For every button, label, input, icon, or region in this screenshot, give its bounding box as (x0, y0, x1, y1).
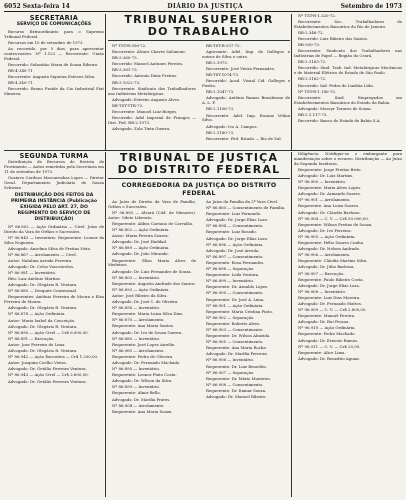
paragraph: Nº 86.981 — Inventário. (8, 270, 56, 275)
paragraph: Advogado: Estevão Augusto Alves. (112, 96, 181, 102)
paragraph: Recorrente: José Vieira Fernandes. (206, 66, 276, 72)
tst-masthead (108, 14, 290, 41)
paragraph: Advogado: Dr. Olegário R. Ventura. (8, 305, 78, 311)
masthead-line-2: DO DISTRITO FEDERAL (117, 163, 281, 176)
paragraph: Requerente: Alice Lima. (298, 349, 346, 355)
paragraph: Nº TST-R-356-72. (112, 44, 147, 48)
paragraph: Distribuição de Recursos de Revista de Provimento — Autos remetidos pela Secretaria em 11 de setembro de 1973. (4, 159, 104, 174)
paragraph: Advogado: Dr. Benedito Aguiar. (298, 355, 360, 361)
column-divider (291, 152, 292, 497)
paragraph: Nº 96.909 — C. V. — Cr$ 2.800,00. (298, 307, 367, 313)
paragraph: Nº 86.889 — Inventário. (112, 335, 160, 341)
paragraph: Requerentes: Antônio Ferreira de Moura e Elza Ferreira de Moura. (4, 294, 104, 305)
paragraph: RR-3.360-73. (112, 55, 138, 61)
paragraph: Recorrido: Banco do Estado de Bahia S.A. (298, 117, 381, 123)
tst-column-a (108, 44, 196, 150)
corregedoria-title-line-1: CORREGEDORIA DA JUSTIÇA DO DISTRITO (121, 182, 277, 189)
paragraph: Requerente: Maria Luiza Silva Dias. (112, 311, 184, 317)
paragraph: Advogado: Dr. Marília Ferreira. (206, 351, 268, 357)
section-body (4, 225, 104, 385)
paragraph: Advogado: Dr. Getúlio Ferreira Ventura. (8, 378, 87, 384)
paragraph: Nº 96.843 — Inventário. Requerente: Leonor da Silva Nogueira. (4, 234, 104, 245)
paragraph: Recursos em 10 de setembro de 1973. (8, 40, 84, 45)
paragraph: Nº 86.904 — Arrolamento. (112, 402, 165, 408)
paragraph: Requerente: Luiz Fernando. (206, 211, 262, 217)
top-band (4, 14, 402, 150)
paragraph: Nº 86.803 — Inventário. (112, 274, 160, 280)
paragraph: RR-3.361-73. (112, 67, 138, 73)
section-title: SECRETARIA (29, 14, 79, 22)
column-divider (105, 14, 106, 150)
paragraph: Requerente: Wilson Freitas de Souza. (298, 221, 373, 227)
paragraph: Requerente: Dr. José A. Lima. (206, 296, 265, 302)
paragraph: Advogado: Antônio Ramos Brasiliense de A. L. F. (202, 95, 290, 106)
paragraph: Nº TST-R-1.180-73. (298, 88, 337, 94)
paragraph: Nº 86.802 — Ação Ordinária. (112, 227, 170, 233)
paragraph: Autor: Maria Pereira Soares. (112, 233, 169, 239)
paragraph: Requerente: Hélio Soares Cunha. (298, 240, 365, 246)
paragraph: Requerente: Augusto Andrade dos Santos. (112, 280, 196, 286)
paragraph: Requerente: Dr. Luiz Benedito. (206, 363, 268, 369)
paragraph: Advogado: Ivo A. Campos. (206, 123, 258, 129)
paragraph: Nº 96.904 — C. V. — Cr$ 50.000,00. (298, 215, 370, 221)
paragraph: Requerente: Ana Luiza Soares. (298, 203, 360, 209)
paragraph: Requerente: Pedro Machado. (298, 331, 356, 337)
newspaper-title: DIÁRIO DA JUSTIÇA (167, 3, 244, 10)
paragraph: Requerente: Jorge Freitas Brito. (298, 166, 362, 172)
newspaper-page (4, 3, 402, 497)
paragraph: Nº 86.901 — Ação Ordinária. (206, 302, 264, 308)
paragraph: Advogado: Dr. José Arruda. (206, 247, 260, 253)
paragraph: Advogado: Dr. Fernando Machado. (112, 359, 181, 365)
paragraph: Recorrente: Álvaro Chaves Salomoni. (112, 49, 186, 55)
paragraph: Ao Juízo de Direito da Vara de Família, Órfãos e Sucessões. (108, 200, 196, 209)
paragraph: Nº 86.878 — Ação Ordinária. (8, 311, 66, 317)
paragraph: Advogado: Dr. Manoel Ribeiro. (206, 394, 267, 399)
paragraph: Requerente: Ana Maria Santos. (112, 323, 175, 329)
tst-column-b (202, 44, 290, 150)
paragraph: Nº 86.897 — Consentimento. (206, 253, 264, 259)
paragraph: Autor: José Ribeiro da Silva. (112, 292, 168, 298)
paragraph: Advogado: Zola Tinta Guerra. (112, 125, 171, 131)
paragraph: Nº 96.893 — Alvará (Cód. de Menores). Autor: Odete Liberato. (108, 210, 196, 220)
section-subtitle: SERVIÇO DE COMUNICAÇÕES (16, 22, 92, 27)
paragraph: Nº 86.894 — Consentimento. (206, 223, 264, 229)
paragraph: Recorrido: Ind. Pedra de Lindóia Ltda. (298, 82, 374, 88)
paragraph: Recorrente: Soc. Trabalhadores de Estabelecimentos Bancários do Rio de Janeiro. (294, 19, 402, 29)
paragraph: RR-2.1973. (206, 60, 229, 66)
paragraph: Nº 86.903 — Consentimento. (206, 326, 264, 332)
paragraph: Advogado: Dr. Olegário R. Ventura. (8, 323, 78, 329)
paragraph: Nº 96.907 — Execução. (298, 270, 345, 276)
paragraph: Advogado: Anselmo Silva de Freitas Neto. (8, 245, 92, 251)
paragraph: Ao Juízo da Família da 2ª Vara Cível. (206, 200, 279, 204)
paragraph: Requerente: Aldira Caetano de Carvalho. (112, 221, 194, 226)
paragraph: RR-2.1162-72. (298, 76, 327, 82)
paragraph: Advogado: Dr. Getúlio Ferreira Ventura. (8, 366, 87, 372)
paragraph: Requerente: Almir Bello. (112, 390, 161, 396)
paragraph: Requerente: Ana Maria Rocha. (206, 345, 267, 351)
paragraph: Nº TST-R-1.320-72. (298, 14, 337, 18)
paragraph: Nº 86.867 — Arrolamento — Cível. (8, 251, 77, 257)
paragraph: Diligência: Notifique-se o embargante para manifestação sobre o recurso. Distribuição — Ao Juízo da Segunda Instância. (294, 152, 402, 166)
paragraph: Advogado: Dr. Wilson da Silva. (112, 378, 173, 384)
section-subtitle: DISTRIBUIÇÃO DOS FEITOS DA PRIMEIRA INSTÂNCIA (Publicação EXIGIDA PELO ART. 27, DO REGIMENTO DO SERVIÇO DE DISTRIBUIÇÃO) (11, 192, 97, 222)
paragraph: Autor: Natalina Arruda Ferreira. (8, 257, 73, 263)
paragraph: Nº 96.900 — Inventário. (298, 179, 346, 185)
segunda-turma-section (4, 152, 104, 497)
paragraph: Nº 86.890 — Ação Cível — Cr$ 6.000,00. (8, 329, 89, 335)
column-divider (105, 152, 106, 497)
paragraph: Gustavo Cardozo Mascarenhas Lopes — Diretor Geral. Departamento Judiciário de Souza Schwarz. (4, 174, 104, 190)
paragraph: RR-2.1163-72. (298, 59, 327, 65)
paragraph: Requerente: Paulo Ribeiro Costa. (298, 276, 364, 282)
paragraph: Recorrido: Sebastião Maria de Souza Ribeiro. (8, 62, 99, 67)
column-divider (291, 14, 292, 150)
paragraph: Autor: Maria Izabel da Conceição. (8, 317, 76, 323)
paragraph: Recorrente: Fed. Estado — Rio de Sul. (206, 135, 282, 141)
paragraph: Requerente: Rosa Fernandes. (206, 259, 265, 265)
paragraph: Nº 96.901 — Arrolamento. (298, 197, 351, 203)
paragraph: Nº 86.942 — Ação Executiva — Cr$ 1.200,00. (8, 354, 99, 360)
paragraph: Advogado: Moacyr Tavares de Souza. (298, 105, 372, 111)
paragraph: Advogado: Dr. José Haddad. (112, 239, 168, 245)
paragraph: Requerente: Maria Cristina Pinto. (206, 308, 273, 314)
paragraph: Advogado: Dr. Ivo de Souza Guerra. (112, 329, 183, 335)
paragraph: Advogado: Dr. João Miranda. (112, 251, 169, 257)
paragraph: Nº 86.943 — Ação Cível — Cr$ 2.600,00. (8, 372, 89, 378)
paragraph: Recorrente: Manoel Luiz Borges. (112, 108, 178, 114)
paragraph: Advogado: Dr. Armando Soares. (298, 191, 362, 197)
paragraph: Advogado: Dr. Marília Prates. (112, 396, 171, 402)
masthead-line-1: TRIBUNAL SUPERIOR (124, 14, 274, 26)
paragraph: RR-2.1180-73. (206, 129, 235, 135)
paragraph: Requerente: Roberto Alves. (206, 320, 261, 326)
paragraph: Nº 86.891 — Execução. (8, 335, 55, 341)
paragraph: Advogado: Dr. Rui Pessoa. (298, 319, 350, 325)
paragraph: Nº 86.900 — Consentimento. (206, 290, 264, 296)
paragraph: Advogado: Dr. Fernando Mattos. (298, 300, 363, 306)
corregedoria-title (108, 182, 290, 197)
paragraph: RR-3.1022-73. (112, 79, 141, 85)
paragraph: Recorrente: Adel. Imp. Rosane Velina Silva. (202, 112, 290, 123)
paragraph: Nº 86.802 — Ação Ordinária — Cível. Juízo de Direito da Vara de Órfãos e Sucessões. (4, 223, 104, 234)
tjdf-masthead (108, 152, 290, 179)
paragraph: Ao recorrido, por 5 dias, para apresentar contra-razões. Nº 1.123 — Recorrente: União Federal. (4, 46, 104, 61)
paragraph: RR-2.1.117-73. (298, 111, 328, 117)
paragraph: Nº 86.889 — Ação Ordinária. (112, 245, 170, 251)
paragraph: RR-2.1106-73. (206, 106, 235, 112)
paragraph: RR-TST-R-337-72. (206, 44, 241, 48)
paragraph: RR-TST-1074-73. (206, 72, 240, 78)
paragraph: Recorrido: Bruno Fraide da Cia Industrial Fiat Minerva. (4, 86, 104, 97)
paragraph: Requerente: Leonor Pinto Costa. (112, 372, 177, 378)
tjdf-column-b (202, 200, 290, 497)
paragraph: RR-390-73. (298, 42, 321, 48)
paragraph: Requerente: Dr. Mário Monteiro. (206, 375, 271, 381)
paragraph: Advogado: Dr. Jorge Elias Lara. (298, 282, 361, 288)
top-right-section (294, 14, 402, 150)
band-divider (4, 150, 402, 151)
paragraph: Nº 86.895 — Inventário. (112, 366, 160, 372)
paragraph: Recorrido: Luiz Ribeiro dos Santos. (298, 36, 369, 42)
paragraph: Nº 86.893 — Ação Ordinária. (112, 286, 170, 292)
paragraph: Requerente: Cláudia Martins Silva. (298, 258, 368, 264)
paragraph: RR-2.346-72. (298, 30, 324, 36)
paragraph: RR-4.340-71. (8, 80, 34, 86)
paragraph: Nº 86.889 — Desquite Consensual. (8, 288, 78, 294)
paragraph: Autor: Jose Ferreira de Lima. (8, 341, 66, 347)
paragraph: Nº 96.910 — Ação Ordinária. (298, 325, 356, 331)
paragraph: Requerente: Manuel Pereira. (298, 313, 356, 319)
paragraph: Advogado: Dr. Luiz Fernandes de Souza. (112, 268, 192, 274)
paragraph: Nº 86.899 — Inventário. (206, 278, 254, 284)
paragraph: Recorrente: Sindicato dos Trabalhadores nas Indústrias de Papel — Região do Ceará. (294, 48, 402, 59)
paragraph: Advogado: Dr. Olegário R. Ventura. (8, 348, 78, 354)
paragraph: Nº 96.908 — Inventário. (298, 288, 346, 294)
paragraph: Advogado: Dr. Ivo Ferreira. (298, 227, 352, 233)
paragraph: Requerente: Dr. Arnaldo Lopes. (206, 284, 269, 290)
paragraph: Autor: Joaquim Coelho Vieira. (8, 360, 67, 366)
paragraph: Nº 86.907 — Separação. (206, 369, 255, 375)
paragraph: Recorrente: Sindicato dos Trabalhadores nas Indústrias Metalúrgicas. (108, 85, 196, 96)
bottom-right-section (294, 152, 402, 497)
paragraph: Recorrido: Manoel Antunes Pereira. (112, 61, 184, 67)
paragraph: Requerente: Dr. Itamar Souza. (206, 387, 267, 393)
paragraph: Recorrente: Augusta Siqueira Esteves Silva. (8, 74, 96, 80)
page-number: 6052 Sexta-feira 14 (4, 3, 70, 10)
paragraph: Requerente: Ana Maria Souza. (112, 408, 173, 414)
section-body (4, 30, 104, 97)
paragraph: Nº 86.905 — Consentimento. (206, 339, 264, 345)
paragraph: Nº 86.902 — Separação. (206, 314, 255, 320)
paragraph: Nº 86.899 — Inventário. (112, 384, 160, 390)
paragraph: Requerente: Luiz Dias Moreira. (298, 294, 361, 300)
paragraph: Requerente: Pedro de Oliveira. (112, 353, 174, 359)
paragraph: Advogado: Dr. Júlio Barbosa. (298, 264, 355, 270)
paragraph: Nº 96.905 — Ação Ordinária. (298, 233, 356, 239)
page-header (4, 3, 402, 12)
paragraph: RR-4-340-71 (8, 68, 33, 74)
paragraph: Requerente: Dr. Wilson Almeida. (206, 333, 271, 339)
paragraph: Advogado: Dr. Jorge Elias Lara. (206, 235, 269, 241)
paragraph: Recorrido: Sind. Trab. Ind. Metalúrgicas Mecânicas e de Material Elétrico do Estado de São Paulo. (294, 65, 402, 76)
paragraph: Advogado: Dr. Olegário R. Ventura. (8, 282, 78, 288)
tjdf-column-a (108, 200, 196, 497)
paragraph: Requerente: Luiz Rosado. (206, 229, 257, 235)
section-body (294, 14, 402, 124)
paragraph: Recorrido: Acad. Visual Cid. Gallegos e Piedro. (202, 78, 290, 89)
paragraph: Nº 86.860 — Consentimento de Família. (206, 205, 286, 211)
paragraph: Requerente: José Lopes Aurélio. (112, 341, 176, 347)
paragraph: Recorrido: Antonio Diniz Freitas. (112, 73, 178, 79)
paragraph: Nº 86.858 — Inventário. (112, 305, 160, 311)
paragraph: Advogado: Dr. Luiz Martins. (298, 173, 354, 178)
paragraph: Advogado: Dr. José C. de Oliveira. (112, 299, 179, 305)
paragraph: Advogado: Dr. Cláudio Barbosa. (298, 209, 361, 215)
paragraph: Nº 86.960 — Arrolamento. (112, 347, 165, 353)
paragraph: Nº 86.896 — Ação Ordinária. (206, 241, 264, 247)
paragraph: Requerente: Elisa Maria Alves de Medeiros. (108, 257, 196, 268)
paragraph: Advogado: Dr. Celso Vasconcelos. (8, 263, 75, 269)
paragraph: Requerente: Maria Alves Lopes. (298, 185, 362, 191)
paragraph: Recorrente: Sind. Empregados em Estabelecimentos Bancários do Estado da Bahia. (294, 94, 402, 105)
masthead-line-2: DO TRABALHO (147, 25, 251, 38)
secretaria-section (4, 14, 104, 150)
paragraph: Recorrido: Adel Imperial de Frangos — Dist. Fed. RR-2.1973. (108, 114, 196, 125)
paragraph: RR-TST-TTR-73. (112, 102, 144, 108)
paragraph: Nº 86.870 — Arrolamento. (112, 317, 165, 323)
bottom-band (4, 152, 402, 497)
masthead-line-1: TRIBUNAL DE JUSTIÇA (119, 152, 279, 164)
section-title: SEGUNDA TURMA (19, 152, 89, 160)
paragraph: Réu: Luiz Antônio Martins. (8, 276, 62, 282)
tst-section (108, 14, 290, 150)
paragraph: Nº 96.911 — C. V. — Cr$ 25,00. (298, 343, 361, 349)
paragraph: RR-2.1047-73. (206, 89, 235, 95)
paragraph: Requerente: Leila Ventura. (206, 272, 260, 278)
section-intro (4, 160, 104, 191)
paragraph: Nº 86.906 — Inventário. (206, 357, 254, 363)
paragraph: Nº 96.906 — Arrolamento. (298, 252, 351, 258)
issue-date: Setembro de 1973 (340, 3, 402, 10)
paragraph: Nº 86.908 — Consentimento. (206, 381, 264, 387)
tjdf-section (108, 152, 290, 497)
corregedoria-title-line-2: FEDERAL (182, 189, 216, 197)
paragraph: Recurso Extraordinário para o Supremo Tribunal Federal. (4, 29, 104, 39)
paragraph: Agravante: Adel. Imp. de Gallegos e outros de Silva e outro. (202, 49, 290, 59)
paragraph: Advogado: Dr. Ernesto Ramos. (298, 337, 359, 343)
section-body (294, 152, 402, 362)
paragraph: Nº 86.898 — Separação. (206, 266, 255, 272)
paragraph: Advogado: Dr. Jorge Elias Lara. (206, 217, 269, 223)
paragraph: Advogado: Dr. Nelson Andrade. (298, 246, 361, 252)
